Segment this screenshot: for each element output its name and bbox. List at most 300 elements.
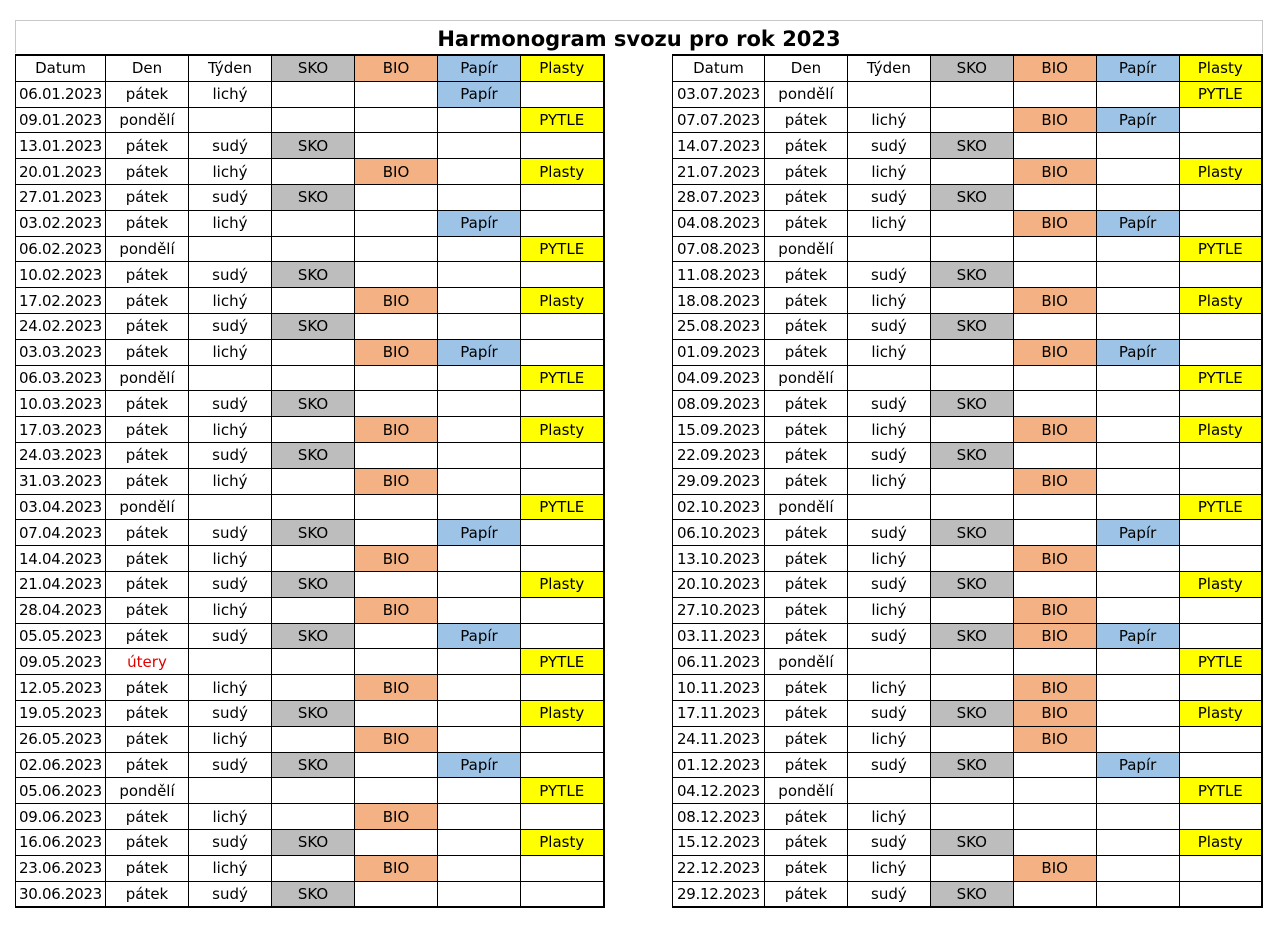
cell-datum: 04.08.2023 bbox=[673, 210, 765, 236]
table-row bbox=[673, 675, 1263, 701]
cell-papir bbox=[438, 107, 521, 133]
cell-plasty: PYTLE bbox=[521, 107, 604, 133]
cell-bio bbox=[1013, 262, 1096, 288]
cell-bio bbox=[1013, 184, 1096, 210]
cell-datum: 26.05.2023 bbox=[16, 726, 106, 752]
table-row bbox=[16, 288, 604, 314]
header-row bbox=[673, 55, 1263, 81]
cell-den: pátek bbox=[764, 417, 847, 443]
col-header-den: Den bbox=[764, 55, 847, 81]
cell-sko: SKO bbox=[930, 752, 1013, 778]
cell-bio: BIO bbox=[355, 726, 438, 752]
table-row bbox=[16, 365, 604, 391]
cell-papir bbox=[438, 184, 521, 210]
cell-tyden: lichý bbox=[189, 597, 272, 623]
cell-datum: 17.11.2023 bbox=[673, 700, 765, 726]
cell-plasty bbox=[1179, 675, 1262, 701]
cell-tyden: lichý bbox=[847, 855, 930, 881]
table-row bbox=[673, 623, 1263, 649]
cell-den: pátek bbox=[764, 726, 847, 752]
cell-sko: SKO bbox=[930, 571, 1013, 597]
cell-tyden: sudý bbox=[847, 184, 930, 210]
cell-sko: SKO bbox=[272, 881, 355, 907]
cell-datum: 24.11.2023 bbox=[673, 726, 765, 752]
cell-plasty bbox=[1179, 107, 1262, 133]
table-row bbox=[673, 159, 1263, 185]
cell-papir: Papír bbox=[438, 623, 521, 649]
cell-sko bbox=[272, 597, 355, 623]
cell-den: pátek bbox=[106, 81, 189, 107]
cell-den: pátek bbox=[106, 829, 189, 855]
cell-datum: 18.08.2023 bbox=[673, 288, 765, 314]
cell-tyden: lichý bbox=[189, 804, 272, 830]
table-row bbox=[16, 81, 604, 107]
cell-plasty bbox=[521, 623, 604, 649]
cell-den: pátek bbox=[764, 520, 847, 546]
cell-bio bbox=[355, 829, 438, 855]
cell-papir: Papír bbox=[1096, 339, 1179, 365]
cell-plasty bbox=[521, 597, 604, 623]
cell-bio: BIO bbox=[1013, 597, 1096, 623]
cell-datum: 17.03.2023 bbox=[16, 417, 106, 443]
cell-plasty bbox=[1179, 855, 1262, 881]
cell-plasty bbox=[1179, 210, 1262, 236]
cell-sko bbox=[930, 494, 1013, 520]
col-header-papir: Papír bbox=[1096, 55, 1179, 81]
cell-den: pondělí bbox=[764, 649, 847, 675]
table-row bbox=[673, 107, 1263, 133]
cell-den: pondělí bbox=[764, 778, 847, 804]
table-row bbox=[16, 313, 604, 339]
cell-datum: 03.02.2023 bbox=[16, 210, 106, 236]
cell-plasty bbox=[521, 468, 604, 494]
table-row bbox=[673, 262, 1263, 288]
table-row bbox=[673, 288, 1263, 314]
cell-plasty bbox=[521, 184, 604, 210]
cell-sko bbox=[930, 417, 1013, 443]
cell-sko bbox=[272, 365, 355, 391]
cell-tyden bbox=[189, 649, 272, 675]
cell-tyden: lichý bbox=[847, 726, 930, 752]
table-row bbox=[673, 468, 1263, 494]
cell-papir bbox=[438, 133, 521, 159]
table-row bbox=[16, 829, 604, 855]
cell-datum: 03.11.2023 bbox=[673, 623, 765, 649]
cell-papir bbox=[438, 571, 521, 597]
cell-plasty: PYTLE bbox=[521, 649, 604, 675]
cell-plasty: Plasty bbox=[521, 417, 604, 443]
cell-plasty: PYTLE bbox=[1179, 236, 1262, 262]
cell-den: pátek bbox=[764, 804, 847, 830]
cell-sko bbox=[930, 649, 1013, 675]
table-row bbox=[673, 184, 1263, 210]
cell-den: pátek bbox=[106, 159, 189, 185]
table-row bbox=[673, 649, 1263, 675]
cell-papir bbox=[438, 236, 521, 262]
cell-tyden bbox=[847, 649, 930, 675]
cell-tyden: sudý bbox=[847, 829, 930, 855]
cell-tyden: sudý bbox=[189, 752, 272, 778]
table-row bbox=[16, 804, 604, 830]
cell-den: pátek bbox=[764, 442, 847, 468]
cell-plasty bbox=[521, 81, 604, 107]
cell-plasty: PYTLE bbox=[1179, 81, 1262, 107]
table-row bbox=[16, 520, 604, 546]
cell-tyden bbox=[189, 236, 272, 262]
cell-datum: 27.10.2023 bbox=[673, 597, 765, 623]
cell-bio: BIO bbox=[355, 804, 438, 830]
cell-den: pátek bbox=[106, 675, 189, 701]
cell-datum: 03.04.2023 bbox=[16, 494, 106, 520]
cell-datum: 15.09.2023 bbox=[673, 417, 765, 443]
cell-tyden: sudý bbox=[847, 752, 930, 778]
cell-plasty bbox=[1179, 133, 1262, 159]
cell-plasty bbox=[521, 442, 604, 468]
cell-den: pátek bbox=[764, 339, 847, 365]
cell-sko bbox=[272, 236, 355, 262]
cell-den: pátek bbox=[764, 829, 847, 855]
schedule-table-second-half bbox=[672, 54, 1263, 908]
cell-sko bbox=[930, 726, 1013, 752]
cell-papir bbox=[438, 778, 521, 804]
table-row bbox=[16, 339, 604, 365]
cell-papir bbox=[438, 829, 521, 855]
cell-den: pátek bbox=[764, 700, 847, 726]
cell-bio: BIO bbox=[1013, 417, 1096, 443]
cell-tyden: lichý bbox=[189, 546, 272, 572]
cell-sko: SKO bbox=[272, 571, 355, 597]
cell-tyden: sudý bbox=[189, 184, 272, 210]
table-row bbox=[673, 700, 1263, 726]
cell-den: pondělí bbox=[106, 236, 189, 262]
cell-tyden: lichý bbox=[847, 417, 930, 443]
table-row bbox=[673, 391, 1263, 417]
cell-bio bbox=[1013, 520, 1096, 546]
cell-datum: 05.06.2023 bbox=[16, 778, 106, 804]
cell-datum: 27.01.2023 bbox=[16, 184, 106, 210]
cell-bio bbox=[1013, 649, 1096, 675]
cell-bio bbox=[1013, 881, 1096, 907]
cell-papir: Papír bbox=[1096, 520, 1179, 546]
table-row bbox=[16, 778, 604, 804]
cell-sko bbox=[930, 804, 1013, 830]
cell-datum: 08.09.2023 bbox=[673, 391, 765, 417]
cell-plasty bbox=[1179, 881, 1262, 907]
cell-sko bbox=[272, 210, 355, 236]
cell-tyden: sudý bbox=[847, 571, 930, 597]
col-header-sko: SKO bbox=[930, 55, 1013, 81]
cell-tyden: sudý bbox=[189, 520, 272, 546]
cell-den: pátek bbox=[106, 288, 189, 314]
cell-sko bbox=[272, 649, 355, 675]
cell-sko bbox=[930, 675, 1013, 701]
table-row bbox=[673, 417, 1263, 443]
cell-datum: 15.12.2023 bbox=[673, 829, 765, 855]
cell-plasty: PYTLE bbox=[521, 778, 604, 804]
cell-plasty: Plasty bbox=[521, 829, 604, 855]
cell-papir bbox=[1096, 649, 1179, 675]
cell-papir bbox=[1096, 184, 1179, 210]
cell-bio bbox=[355, 752, 438, 778]
cell-den: pondělí bbox=[106, 365, 189, 391]
cell-plasty bbox=[521, 855, 604, 881]
cell-tyden bbox=[847, 81, 930, 107]
cell-tyden: sudý bbox=[189, 623, 272, 649]
table-row bbox=[673, 881, 1263, 907]
cell-tyden bbox=[847, 494, 930, 520]
table-row bbox=[673, 571, 1263, 597]
cell-papir bbox=[438, 649, 521, 675]
cell-tyden: sudý bbox=[189, 700, 272, 726]
cell-sko: SKO bbox=[930, 133, 1013, 159]
cell-papir bbox=[438, 700, 521, 726]
cell-sko bbox=[930, 468, 1013, 494]
cell-plasty: PYTLE bbox=[521, 494, 604, 520]
cell-den: pátek bbox=[764, 623, 847, 649]
cell-tyden: lichý bbox=[847, 159, 930, 185]
cell-papir bbox=[1096, 829, 1179, 855]
cell-den: pátek bbox=[106, 339, 189, 365]
cell-plasty bbox=[521, 520, 604, 546]
cell-den: pátek bbox=[106, 184, 189, 210]
cell-bio: BIO bbox=[355, 597, 438, 623]
cell-tyden: lichý bbox=[847, 468, 930, 494]
cell-tyden: lichý bbox=[189, 468, 272, 494]
cell-bio: BIO bbox=[355, 417, 438, 443]
cell-bio bbox=[355, 520, 438, 546]
cell-den: pátek bbox=[764, 184, 847, 210]
cell-papir bbox=[1096, 313, 1179, 339]
cell-plasty: Plasty bbox=[1179, 700, 1262, 726]
cell-plasty: PYTLE bbox=[1179, 365, 1262, 391]
cell-plasty bbox=[1179, 804, 1262, 830]
cell-den: útery bbox=[106, 649, 189, 675]
cell-sko bbox=[930, 210, 1013, 236]
cell-papir bbox=[438, 262, 521, 288]
cell-papir bbox=[1096, 778, 1179, 804]
cell-sko: SKO bbox=[272, 313, 355, 339]
cell-den: pátek bbox=[106, 133, 189, 159]
cell-plasty bbox=[521, 210, 604, 236]
cell-bio: BIO bbox=[1013, 623, 1096, 649]
cell-bio bbox=[1013, 442, 1096, 468]
cell-plasty: Plasty bbox=[521, 700, 604, 726]
cell-tyden: lichý bbox=[189, 339, 272, 365]
table-row bbox=[16, 107, 604, 133]
cell-papir bbox=[438, 804, 521, 830]
cell-den: pátek bbox=[106, 752, 189, 778]
cell-plasty bbox=[521, 881, 604, 907]
col-header-datum: Datum bbox=[16, 55, 106, 81]
table-row bbox=[673, 804, 1263, 830]
cell-sko bbox=[930, 597, 1013, 623]
cell-plasty: Plasty bbox=[1179, 571, 1262, 597]
cell-plasty bbox=[1179, 520, 1262, 546]
cell-bio bbox=[1013, 752, 1096, 778]
cell-tyden: sudý bbox=[847, 623, 930, 649]
cell-bio bbox=[355, 700, 438, 726]
cell-papir bbox=[438, 597, 521, 623]
cell-tyden: sudý bbox=[847, 391, 930, 417]
cell-datum: 14.07.2023 bbox=[673, 133, 765, 159]
table-row bbox=[16, 726, 604, 752]
cell-plasty bbox=[521, 133, 604, 159]
cell-den: pátek bbox=[106, 726, 189, 752]
cell-sko bbox=[272, 675, 355, 701]
cell-sko bbox=[930, 546, 1013, 572]
cell-sko bbox=[272, 494, 355, 520]
cell-datum: 07.07.2023 bbox=[673, 107, 765, 133]
cell-datum: 09.05.2023 bbox=[16, 649, 106, 675]
cell-den: pátek bbox=[764, 159, 847, 185]
col-header-den: Den bbox=[106, 55, 189, 81]
cell-papir bbox=[1096, 391, 1179, 417]
cell-bio bbox=[1013, 236, 1096, 262]
cell-tyden bbox=[189, 778, 272, 804]
col-header-tyden: Týden bbox=[189, 55, 272, 81]
cell-bio bbox=[355, 313, 438, 339]
cell-datum: 16.06.2023 bbox=[16, 829, 106, 855]
cell-tyden: lichý bbox=[189, 675, 272, 701]
cell-plasty: Plasty bbox=[1179, 829, 1262, 855]
cell-plasty: Plasty bbox=[521, 288, 604, 314]
cell-datum: 10.02.2023 bbox=[16, 262, 106, 288]
cell-tyden: sudý bbox=[189, 881, 272, 907]
cell-den: pondělí bbox=[106, 778, 189, 804]
cell-bio bbox=[355, 133, 438, 159]
table-row bbox=[673, 210, 1263, 236]
schedule-sheet bbox=[15, 20, 1263, 908]
cell-papir bbox=[1096, 159, 1179, 185]
cell-tyden: sudý bbox=[189, 442, 272, 468]
cell-datum: 09.06.2023 bbox=[16, 804, 106, 830]
cell-papir: Papír bbox=[1096, 752, 1179, 778]
cell-den: pátek bbox=[764, 468, 847, 494]
cell-den: pátek bbox=[764, 313, 847, 339]
cell-sko bbox=[272, 778, 355, 804]
cell-datum: 31.03.2023 bbox=[16, 468, 106, 494]
cell-datum: 29.09.2023 bbox=[673, 468, 765, 494]
table-row bbox=[16, 546, 604, 572]
cell-datum: 08.12.2023 bbox=[673, 804, 765, 830]
cell-datum: 29.12.2023 bbox=[673, 881, 765, 907]
cell-bio bbox=[1013, 365, 1096, 391]
cell-den: pátek bbox=[764, 855, 847, 881]
cell-papir: Papír bbox=[1096, 623, 1179, 649]
cell-plasty bbox=[521, 752, 604, 778]
cell-den: pátek bbox=[106, 417, 189, 443]
cell-datum: 20.10.2023 bbox=[673, 571, 765, 597]
table-row bbox=[16, 236, 604, 262]
cell-bio: BIO bbox=[355, 288, 438, 314]
cell-papir bbox=[438, 159, 521, 185]
cell-sko: SKO bbox=[930, 623, 1013, 649]
cell-sko bbox=[930, 778, 1013, 804]
cell-tyden: sudý bbox=[189, 133, 272, 159]
cell-plasty bbox=[1179, 623, 1262, 649]
cell-bio bbox=[355, 649, 438, 675]
cell-plasty: Plasty bbox=[1179, 417, 1262, 443]
cell-plasty bbox=[1179, 752, 1262, 778]
cell-bio bbox=[1013, 133, 1096, 159]
cell-sko bbox=[930, 236, 1013, 262]
cell-papir bbox=[1096, 855, 1179, 881]
cell-datum: 09.01.2023 bbox=[16, 107, 106, 133]
cell-tyden: lichý bbox=[189, 417, 272, 443]
cell-tyden: lichý bbox=[189, 159, 272, 185]
table-row bbox=[16, 262, 604, 288]
cell-papir bbox=[1096, 494, 1179, 520]
cell-sko bbox=[930, 81, 1013, 107]
cell-bio: BIO bbox=[1013, 700, 1096, 726]
cell-bio bbox=[1013, 829, 1096, 855]
cell-datum: 21.04.2023 bbox=[16, 571, 106, 597]
table-row bbox=[673, 81, 1263, 107]
cell-papir bbox=[1096, 288, 1179, 314]
cell-plasty: Plasty bbox=[1179, 159, 1262, 185]
cell-bio bbox=[355, 881, 438, 907]
cell-tyden: sudý bbox=[189, 571, 272, 597]
cell-bio: BIO bbox=[355, 546, 438, 572]
cell-papir bbox=[1096, 726, 1179, 752]
cell-den: pátek bbox=[106, 210, 189, 236]
cell-papir bbox=[1096, 804, 1179, 830]
cell-sko: SKO bbox=[930, 442, 1013, 468]
cell-papir bbox=[1096, 700, 1179, 726]
cell-den: pátek bbox=[106, 520, 189, 546]
cell-tyden: lichý bbox=[189, 81, 272, 107]
cell-bio bbox=[355, 391, 438, 417]
table-row bbox=[16, 700, 604, 726]
cell-den: pondělí bbox=[764, 365, 847, 391]
cell-sko: SKO bbox=[272, 262, 355, 288]
cell-plasty bbox=[1179, 313, 1262, 339]
table-row bbox=[673, 829, 1263, 855]
cell-papir bbox=[438, 726, 521, 752]
cell-sko bbox=[930, 159, 1013, 185]
cell-sko bbox=[272, 726, 355, 752]
cell-den: pátek bbox=[764, 675, 847, 701]
cell-datum: 06.03.2023 bbox=[16, 365, 106, 391]
cell-bio: BIO bbox=[1013, 468, 1096, 494]
cell-bio: BIO bbox=[355, 675, 438, 701]
cell-den: pondělí bbox=[106, 107, 189, 133]
cell-datum: 02.10.2023 bbox=[673, 494, 765, 520]
cell-tyden bbox=[847, 778, 930, 804]
cell-sko: SKO bbox=[272, 520, 355, 546]
cell-tyden: sudý bbox=[847, 442, 930, 468]
cell-papir: Papír bbox=[1096, 210, 1179, 236]
cell-den: pátek bbox=[764, 571, 847, 597]
cell-den: pátek bbox=[106, 468, 189, 494]
cell-datum: 28.07.2023 bbox=[673, 184, 765, 210]
cell-sko: SKO bbox=[930, 313, 1013, 339]
cell-bio: BIO bbox=[1013, 288, 1096, 314]
col-header-datum: Datum bbox=[673, 55, 765, 81]
cell-den: pátek bbox=[764, 597, 847, 623]
cell-bio bbox=[355, 107, 438, 133]
cell-plasty bbox=[521, 313, 604, 339]
cell-bio: BIO bbox=[1013, 339, 1096, 365]
table-row bbox=[673, 494, 1263, 520]
cell-datum: 04.12.2023 bbox=[673, 778, 765, 804]
cell-plasty: Plasty bbox=[521, 571, 604, 597]
cell-sko: SKO bbox=[272, 442, 355, 468]
cell-sko: SKO bbox=[930, 184, 1013, 210]
cell-plasty bbox=[521, 675, 604, 701]
cell-datum: 25.08.2023 bbox=[673, 313, 765, 339]
cell-bio: BIO bbox=[355, 468, 438, 494]
